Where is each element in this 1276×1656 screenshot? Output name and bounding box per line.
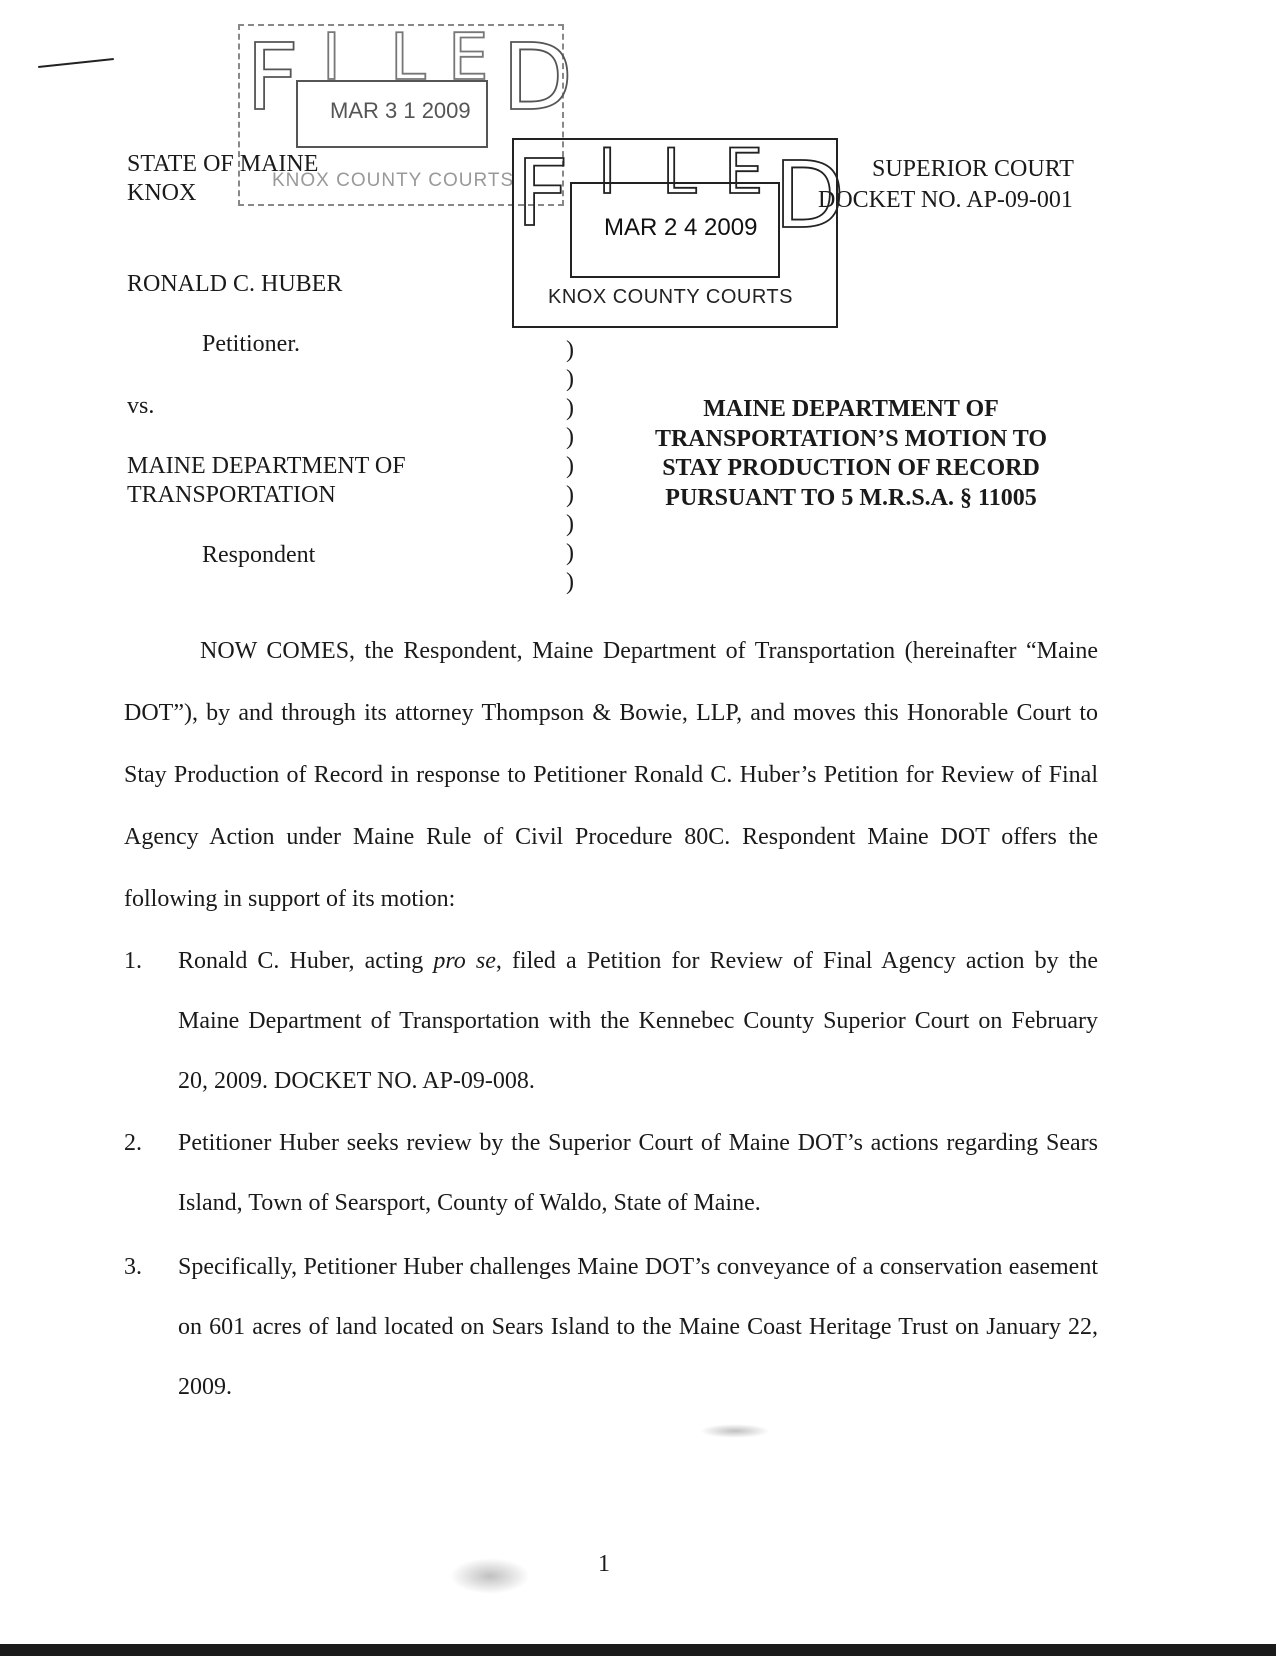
list-item-number: 1. <box>124 948 142 974</box>
caption-paren: ) <box>566 540 574 566</box>
page-number: 1 <box>598 1551 610 1577</box>
stamp-second-letter-d: D <box>774 142 845 249</box>
stamp-first-letter-l: L <box>390 21 426 95</box>
item1-text-pre: Ronald C. Huber, acting <box>178 948 434 974</box>
stamp-first-court: KNOX COUNTY COURTS <box>272 170 515 191</box>
stamp-second-letter-f: F <box>516 140 569 247</box>
stamp-first-letter-d: D <box>502 24 573 131</box>
caption-paren: ) <box>566 569 574 595</box>
motion-title-line4: PURSUANT TO 5 M.R.S.A. § 11005 <box>665 484 1037 511</box>
motion-title-line3: STAY PRODUCTION OF RECORD <box>662 455 1040 481</box>
respondent-name-line1: MAINE DEPARTMENT OF <box>127 453 406 479</box>
caption-county: KNOX <box>127 180 197 206</box>
versus: vs. <box>127 393 155 419</box>
stamp-second-date: MAR 2 4 2009 <box>604 214 758 241</box>
stamp-second-letter-e: E <box>724 135 764 208</box>
motion-title-line2: TRANSPORTATION’S MOTION TO <box>654 425 1048 452</box>
scan-edge <box>0 1644 1276 1656</box>
item1-text-post: , filed a Petition for Review of Final Agency action by the Maine Department of Transportation with the Kennebec County Superior Court on February 20, 2009. DOCKET NO. AP-09-008. <box>178 948 1098 1094</box>
caption-paren: ) <box>566 424 574 450</box>
caption-paren: ) <box>566 511 574 537</box>
item1-text-italic: pro se <box>433 948 496 974</box>
intro-text: NOW COMES, the Respondent, Maine Department of Transportation (hereinafter “Maine DOT”), by and through its attorney Thompson & Bowie, LLP, and moves this Honorable Court to Stay Production of Record in response to Petitioner Ronald C. Huber’s Petition for Review of Final Agency Action under Maine Rule of Civil Procedure 80C. Respondent Maine DOT offers the following in support of its motion: <box>124 638 1098 912</box>
stamp-first-date: MAR 3 1 2009 <box>330 98 471 123</box>
stamp-first-letter-e: E <box>448 21 489 95</box>
list-item-text: Specifically, Petitioner Huber challenges Maine DOT’s conveyance of a conservation easement on 601 acres of land located on Sears Island to the Maine Coast Heritage Trust on January 22, 2009. <box>178 1254 1098 1400</box>
list-item-number: 2. <box>124 1130 142 1156</box>
motion-title <box>610 395 1092 513</box>
stamp-second-court: KNOX COUNTY COURTS <box>548 286 793 308</box>
scan-smudge <box>450 1558 530 1594</box>
stamp-first-letter-f: F <box>246 24 299 131</box>
caption-state: STATE OF MAINE <box>127 151 319 177</box>
petitioner-name: RONALD C. HUBER <box>127 271 343 297</box>
caption-paren: ) <box>566 366 574 392</box>
list-item-text <box>178 931 1098 1111</box>
stamp-second-letter-l: L <box>662 135 697 208</box>
respondent-name-line2: TRANSPORTATION <box>127 482 336 508</box>
caption-docket: DOCKET NO. AP-09-001 <box>818 187 1073 213</box>
caption-paren: ) <box>566 337 574 363</box>
petitioner-label: Petitioner. <box>202 331 300 357</box>
scan-smudge <box>700 1424 770 1438</box>
stamp-second-letter-i: I <box>598 135 617 208</box>
list-item-text: Petitioner Huber seeks review by the Superior Court of Maine DOT’s actions regarding Sears Island, Town of Searsport, County of Waldo, State of Maine. <box>178 1130 1098 1216</box>
caption-paren: ) <box>566 482 574 508</box>
stamp-first-letter-i: I <box>322 21 341 95</box>
list-item-number: 3. <box>124 1254 142 1280</box>
motion-title-line1: MAINE DEPARTMENT OF <box>703 396 999 422</box>
pen-mark <box>38 58 114 68</box>
respondent-label: Respondent <box>202 542 316 568</box>
caption-court: SUPERIOR COURT <box>872 156 1074 182</box>
intro-paragraph <box>124 620 1098 930</box>
caption-paren: ) <box>566 395 574 421</box>
caption-paren: ) <box>566 453 574 479</box>
